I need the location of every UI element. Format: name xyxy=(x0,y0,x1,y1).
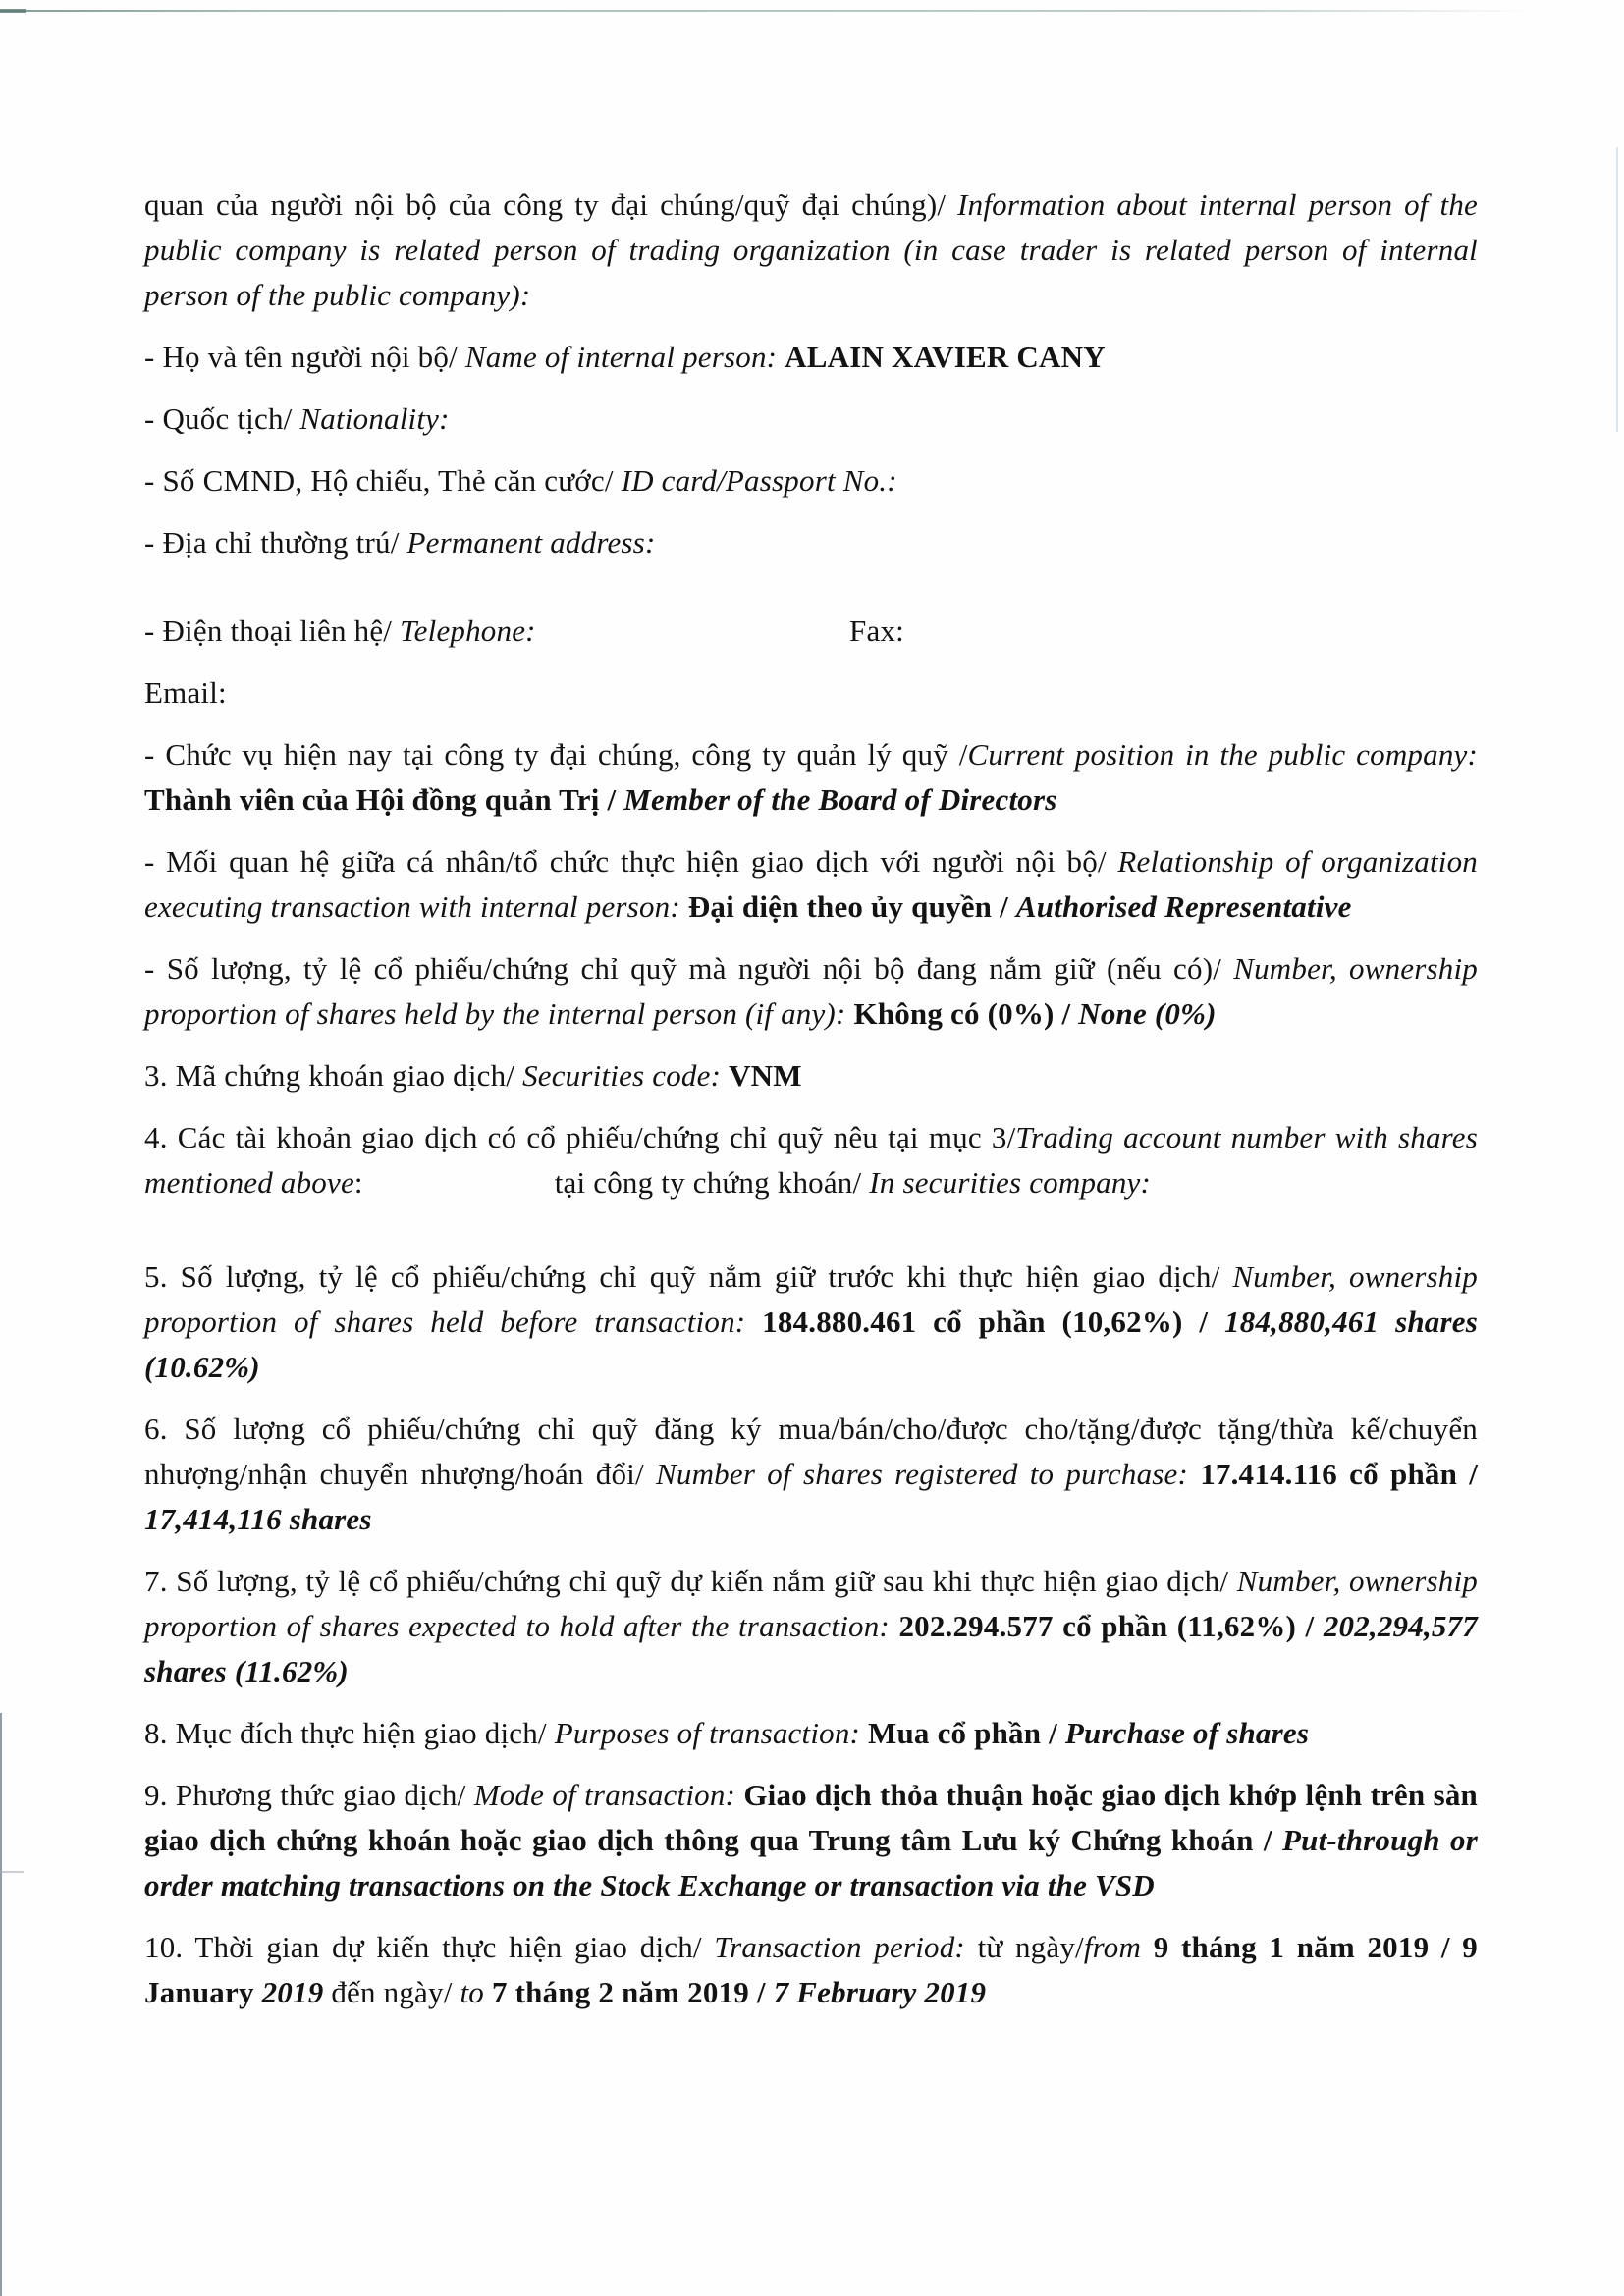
field-shares-held-by-internal-person-run-3: None (0%) xyxy=(1078,996,1217,1031)
item-10-transaction-period-run-9: 7 tháng 2 năm 2019 / xyxy=(491,1975,774,2009)
field-current-position-run-2: Thành viên của Hội đồng quản Trị / xyxy=(144,782,624,817)
item-9-mode-of-transaction-run-1: Mode of transaction: xyxy=(473,1778,744,1812)
item-5-shares-before-transaction-run-2: 184.880.461 cổ phần (10,62%) / xyxy=(762,1305,1225,1339)
scanned-document-page xyxy=(144,183,1478,2032)
item-9-mode-of-transaction-run-2: Giao dịch thỏa thuận hoặc giao dịch khớp lệnh trên sàn giao dịch chứng khoán hoặc giao dịch thông qua Trung tâm Lưu ký Chứng khoán / xyxy=(144,1778,1478,1857)
field-permanent-address-run-1: Permanent address: xyxy=(406,525,656,560)
item-10-transaction-period-run-7: đến ngày/ xyxy=(331,1975,460,2009)
item-10-transaction-period-run-1: Transaction period: xyxy=(714,1930,978,1964)
field-email xyxy=(144,670,1478,716)
item-6-shares-registered-run-0: 6. Số lượng cổ phiếu/chứng chỉ quỹ đăng ký mua/bán/cho/được cho/tặng/được tặng/thừa kế/chuyển nhượng/nhận chuyển nhượng/hoán đổi/ xyxy=(144,1412,1478,1491)
field-relationship-run-3: Authorised Representative xyxy=(1015,889,1352,924)
field-relationship-run-0: - Mối quan hệ giữa cá nhân/tổ chức thực hiện giao dịch với người nội bộ/ xyxy=(144,844,1118,879)
item-9-mode-of-transaction xyxy=(144,1773,1478,1908)
field-shares-held-by-internal-person-run-0: - Số lượng, tỷ lệ cổ phiếu/chứng chỉ quỹ mà người nội bộ đang nắm giữ (nếu có)/ xyxy=(144,951,1234,986)
field-id-card-run-1: ID card/Passport No.: xyxy=(621,463,897,498)
intro-continuation xyxy=(144,183,1478,318)
item-4-trading-account-run-1: Trading account number with shares mentioned above xyxy=(144,1120,1478,1200)
item-8-purpose-run-3: Purchase of shares xyxy=(1064,1716,1310,1750)
item-7-shares-after-transaction-run-1: Number, ownership proportion of shares expected to hold after the transaction: xyxy=(144,1564,1478,1643)
field-internal-person-name-run-0: - Họ và tên người nội bộ/ xyxy=(144,340,465,374)
field-nationality xyxy=(144,397,1478,442)
field-id-card xyxy=(144,458,1478,504)
item-6-shares-registered xyxy=(144,1407,1478,1542)
item-7-shares-after-transaction-run-2: 202.294.577 cổ phần (11,62%) / xyxy=(898,1609,1324,1643)
field-current-position xyxy=(144,732,1478,823)
field-telephone-fax-run-1: Telephone: xyxy=(400,614,536,648)
item-10-transaction-period-run-3: from xyxy=(1083,1930,1154,1964)
item-8-purpose-run-2: Mua cổ phần / xyxy=(868,1716,1065,1750)
item-10-transaction-period-run-10: 7 February 2019 xyxy=(773,1975,987,2009)
field-shares-held-by-internal-person xyxy=(144,946,1478,1037)
item-8-purpose-run-0: 8. Mục đích thực hiện giao dịch/ xyxy=(144,1716,555,1750)
item-4-trading-account-run-2: : xyxy=(353,1165,363,1200)
item-3-securities-code-run-1: Securities code: xyxy=(522,1058,730,1093)
field-current-position-run-3: Member of the Board of Directors xyxy=(623,782,1057,817)
item-5-shares-before-transaction xyxy=(144,1255,1478,1390)
item-9-mode-of-transaction-run-0: 9. Phương thức giao dịch/ xyxy=(144,1778,474,1812)
item-7-shares-after-transaction xyxy=(144,1559,1478,1694)
item-10-transaction-period-run-0: 10. Thời gian dự kiến thực hiện giao dịch/ xyxy=(144,1930,715,1964)
scan-artifact-left-edge-tick xyxy=(0,1871,24,1873)
item-3-securities-code xyxy=(144,1053,1478,1098)
scan-artifact-top-left-mark xyxy=(0,9,26,13)
item-10-transaction-period-run-2: từ ngày/ xyxy=(977,1930,1084,1964)
field-email-run-0: Email: xyxy=(144,675,227,710)
item-4-trading-account-run-5: In securities company: xyxy=(869,1165,1152,1200)
field-telephone-fax-run-0: - Điện thoại liên hệ/ xyxy=(144,614,401,648)
intro-continuation-run-0: quan của người nội bộ của công ty đại chúng/quỹ đại chúng)/ xyxy=(144,187,958,222)
field-internal-person-name-run-2: ALAIN XAVIER CANY xyxy=(785,340,1106,374)
field-internal-person-name-run-1: Name of internal person: xyxy=(464,340,785,374)
item-5-shares-before-transaction-run-1: Number, ownership proportion of shares held before transaction: xyxy=(144,1259,1478,1339)
field-relationship-run-1: Relationship of organization executing transaction with internal person: xyxy=(144,844,1478,924)
intro-continuation-run-1: Information about internal person of the public company is related person of trading organization (in case trader is related person of internal person of the public company): xyxy=(144,187,1478,312)
field-nationality-run-0: - Quốc tịch/ xyxy=(144,401,300,436)
item-6-shares-registered-run-3: 17,414,116 shares xyxy=(144,1502,372,1536)
field-nationality-run-1: Nationality: xyxy=(299,401,450,436)
item-4-trading-account xyxy=(144,1115,1478,1205)
item-8-purpose xyxy=(144,1711,1478,1756)
field-telephone-fax-run-2: Fax: xyxy=(849,614,904,648)
field-id-card-run-0: - Số CMND, Hộ chiếu, Thẻ căn cước/ xyxy=(144,463,622,498)
item-9-mode-of-transaction-run-3: Put-through or order matching transactions on the Stock Exchange or transaction via the VSD xyxy=(144,1823,1478,1902)
item-10-transaction-period-run-4: 9 tháng 1 năm 2019 xyxy=(1153,1930,1441,1964)
item-5-shares-before-transaction-run-0: 5. Số lượng, tỷ lệ cổ phiếu/chứng chỉ quỹ nắm giữ trước khi thực hiện giao dịch/ xyxy=(144,1259,1233,1294)
scan-artifact-right-edge-line xyxy=(1616,147,1618,432)
field-telephone-fax xyxy=(144,609,1478,654)
field-current-position-run-0: - Chức vụ hiện nay tại công ty đại chúng, công ty quản lý quỹ / xyxy=(144,737,968,772)
item-10-transaction-period xyxy=(144,1925,1478,2015)
item-7-shares-after-transaction-run-3: 202,294,577 shares (11.62%) xyxy=(144,1609,1479,1688)
item-10-transaction-period-run-8: to xyxy=(460,1975,492,2009)
item-5-shares-before-transaction-run-3: 184,880,461 shares (10.62%) xyxy=(144,1305,1478,1384)
item-7-shares-after-transaction-run-0: 7. Số lượng, tỷ lệ cổ phiếu/chứng chỉ quỹ dự kiến nắm giữ sau khi thực hiện giao dịch/ xyxy=(144,1564,1237,1598)
item-6-shares-registered-run-2: 17.414.116 cổ phần / xyxy=(1200,1457,1479,1491)
field-internal-person-name xyxy=(144,335,1478,380)
field-current-position-run-1: Current position in the public company: xyxy=(967,737,1479,772)
item-3-securities-code-run-2: VNM xyxy=(729,1058,802,1093)
field-shares-held-by-internal-person-run-2: Không có (0%) / xyxy=(853,996,1079,1031)
field-relationship xyxy=(144,839,1478,930)
item-10-transaction-period-run-5: / 9 January xyxy=(144,1930,1479,2009)
item-6-shares-registered-run-1: Number of shares registered to purchase: xyxy=(656,1457,1201,1491)
item-4-trading-account-run-0: 4. Các tài khoản giao dịch có cổ phiếu/chứng chỉ quỹ nêu tại mục 3/ xyxy=(144,1120,1016,1154)
field-permanent-address xyxy=(144,520,1478,565)
scan-artifact-left-edge-line xyxy=(0,1713,2,2296)
item-8-purpose-run-1: Purposes of transaction: xyxy=(554,1716,869,1750)
field-permanent-address-run-0: - Địa chỉ thường trú/ xyxy=(144,525,407,560)
field-shares-held-by-internal-person-run-1: Number, ownership proportion of shares held by the internal person (if any): xyxy=(144,951,1479,1031)
item-4-trading-account-run-4: tại công ty chứng khoán/ xyxy=(554,1165,870,1200)
item-3-securities-code-run-0: 3. Mã chứng khoán giao dịch/ xyxy=(144,1058,523,1093)
field-relationship-run-2: Đại diện theo ủy quyền / xyxy=(687,889,1016,924)
item-10-transaction-period-run-6: 2019 xyxy=(261,1975,332,2009)
scan-artifact-top-edge-line xyxy=(0,10,1537,12)
